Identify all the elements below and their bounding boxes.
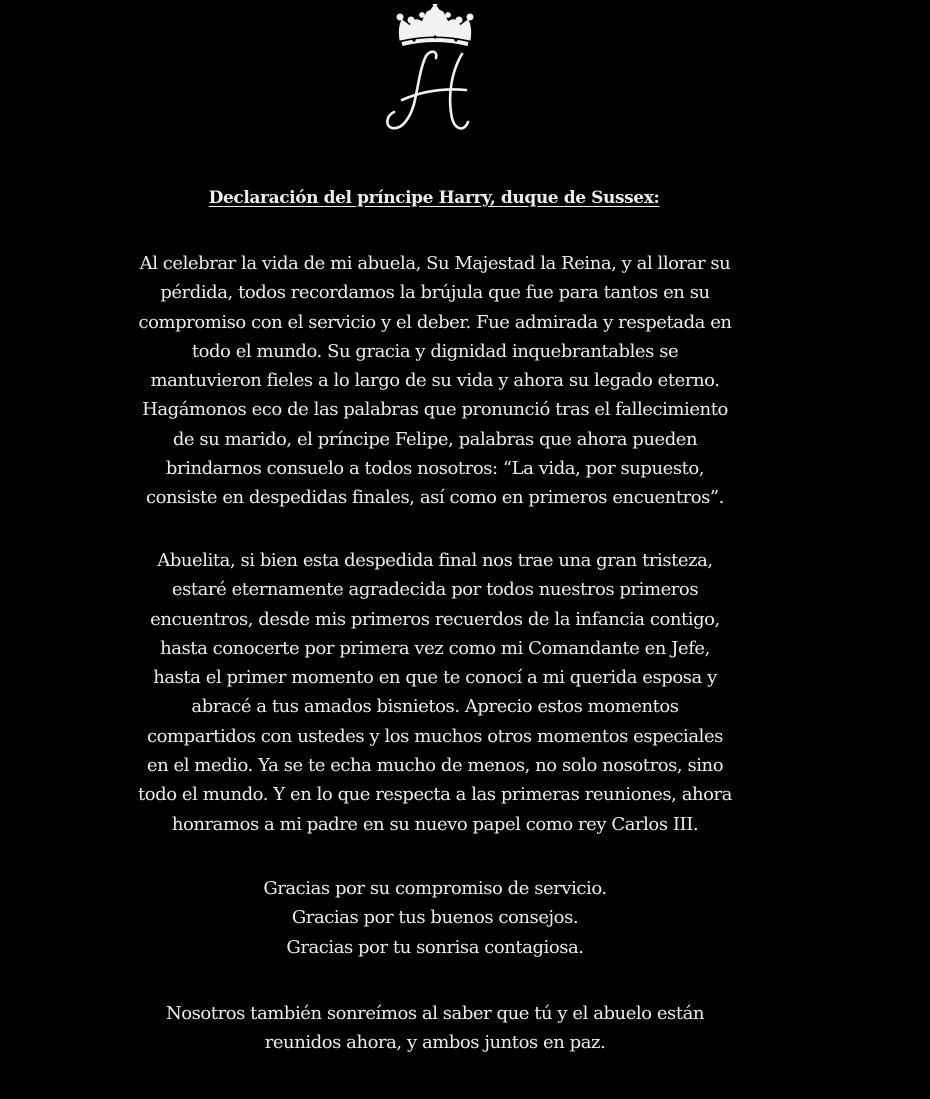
statement-paragraph-3	[100, 874, 770, 962]
text-line: todo el mundo. Y en lo que respecta a las primeras reuniones, ahora	[138, 784, 732, 806]
text-line: Hagámonos eco de las palabras que pronunció tras el fallecimiento	[142, 399, 728, 421]
crown-icon	[397, 4, 473, 44]
royal-monogram-logo	[380, 4, 490, 136]
text-line: Abuelita, si bien esta despedida final nos trae una gran tristeza,	[157, 550, 713, 571]
text-line: hasta conocerte por primera vez como mi Comandante en Jefe,	[160, 637, 710, 659]
text-line: compromiso con el servicio y el deber. Fue admirada y respetada en	[138, 311, 732, 333]
letter-h-icon	[387, 52, 468, 129]
text-line: brindarnos consuelo a todos nosotros: “La vida, por supuesto,	[165, 458, 705, 480]
text-line: estaré eternamente agradecida por todos nuestros primeros	[171, 579, 699, 601]
text-line: hasta el primer momento en que te conocí a mi querida esposa y	[153, 667, 717, 689]
text-line: Al celebrar la vida de mi abuela, Su Majestad la Reina, y al llorar su	[139, 253, 731, 274]
text-line: en el medio. Ya se te echa mucho de menos, no solo nosotros, sino	[146, 755, 724, 777]
text-line: reunidos ahora, y ambos juntos en paz.	[264, 1032, 606, 1054]
text-line: abracé a tus amados bisnietos. Aprecio estos momentos	[191, 696, 679, 718]
statement-paragraph-1	[100, 249, 770, 513]
text-line: Gracias por tu sonrisa contagiosa.	[286, 936, 584, 958]
text-line: todo el mundo. Su gracia y dignidad inquebrantables se	[191, 340, 679, 362]
text-line: Gracias por su compromiso de servicio.	[263, 878, 607, 899]
text-line: honramos a mi padre en su nuevo papel como rey Carlos III.	[171, 813, 699, 835]
statement-paragraph-4	[100, 999, 770, 1058]
text-line: consiste en despedidas finales, así como en primeros encuentros”.	[146, 487, 724, 509]
statement-paragraph-2	[100, 546, 770, 839]
statement-title: Declaración del príncipe Harry, duque de Sussex:	[208, 188, 660, 208]
text-line: Nosotros también sonreímos al saber que tú y el abuelo están	[165, 1003, 705, 1024]
text-line: pérdida, todos recordamos la brújula que fue para tantos en su	[160, 282, 710, 304]
text-line: compartidos con ustedes y los muchos otros momentos especiales	[147, 725, 723, 747]
text-line: encuentros, desde mis primeros recuerdos de la infancia contigo,	[150, 608, 720, 630]
text-line: Gracias por tus buenos consejos.	[291, 907, 579, 929]
text-line: de su marido, el príncipe Felipe, palabras que ahora pueden	[172, 428, 698, 450]
text-line: mantuvieron fieles a lo largo de su vida y ahora su legado eterno.	[150, 370, 720, 392]
